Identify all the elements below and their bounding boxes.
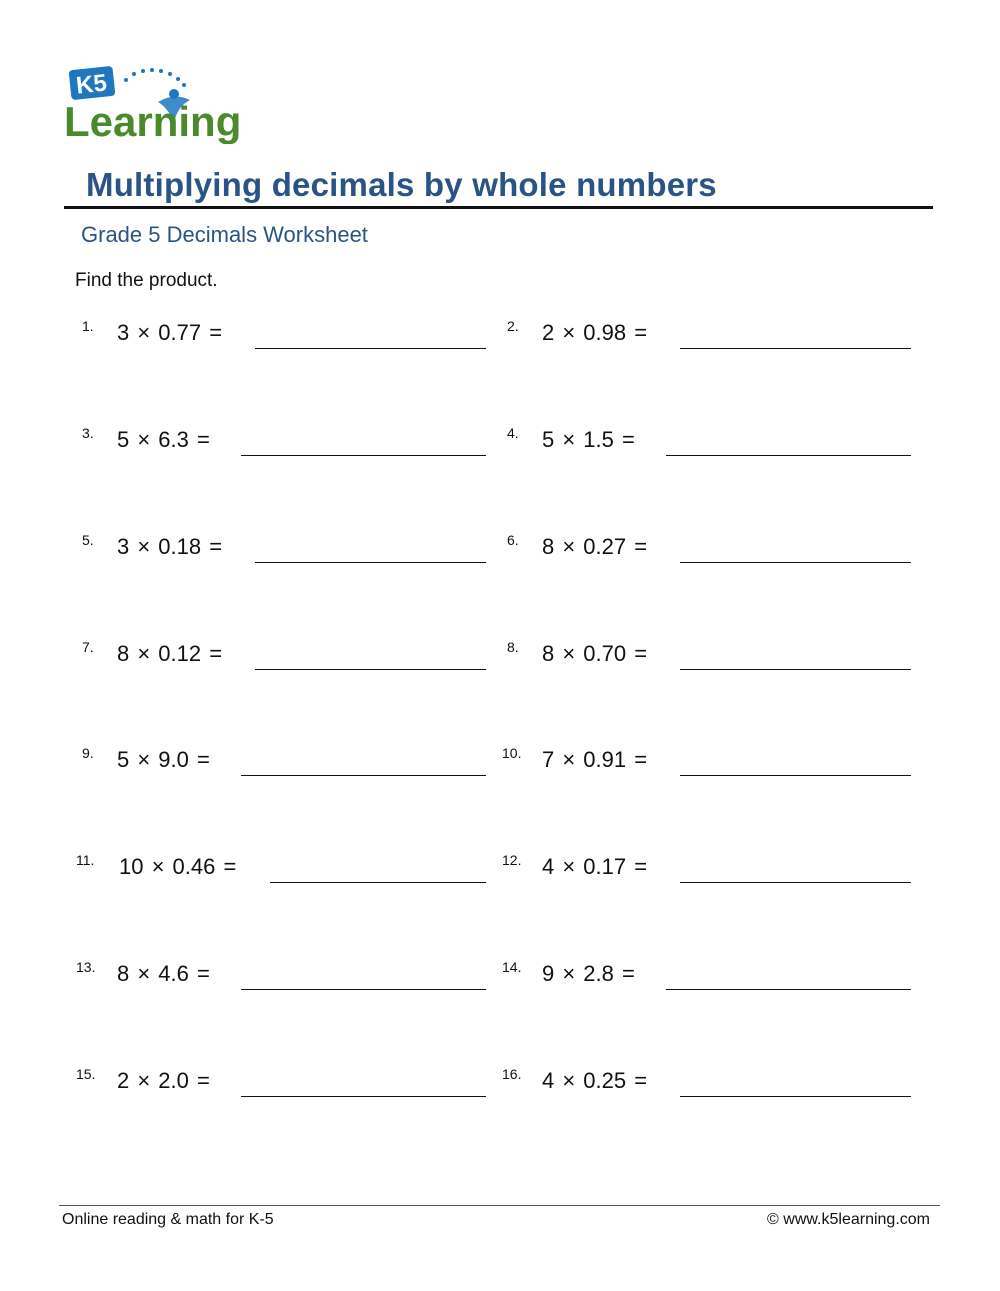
instruction-text: Find the product. xyxy=(75,270,218,291)
problem-expression: 4 × 0.17 = xyxy=(542,854,648,879)
problem-number: 15. xyxy=(76,1066,96,1082)
problem-number: 1. xyxy=(82,318,94,334)
problem-expression: 7 × 0.91 = xyxy=(542,747,648,772)
answer-line[interactable] xyxy=(666,455,911,456)
problem-16 xyxy=(502,1066,911,1116)
problem-number: 2. xyxy=(507,318,519,334)
problem-number: 10. xyxy=(502,745,522,761)
problem-11 xyxy=(76,852,486,902)
problem-15 xyxy=(76,1066,486,1116)
problem-5 xyxy=(82,532,486,582)
problem-10 xyxy=(502,745,911,795)
answer-line[interactable] xyxy=(255,348,486,349)
page-title: Multiplying decimals by whole numbers xyxy=(86,166,717,203)
problem-expression: 2 × 2.0 = xyxy=(117,1068,210,1093)
answer-line[interactable] xyxy=(680,348,911,349)
problem-expression: 10 × 0.46 = xyxy=(119,854,237,879)
footer-tagline: Online reading & math for K-5 xyxy=(62,1211,274,1228)
answer-line[interactable] xyxy=(270,882,486,883)
problem-number: 5. xyxy=(82,532,94,548)
problem-9 xyxy=(82,745,486,795)
problem-number: 12. xyxy=(502,852,522,868)
problem-7 xyxy=(82,639,486,689)
problem-3 xyxy=(82,425,486,475)
logo-wordmark: Learning xyxy=(64,98,242,144)
problem-number: 11. xyxy=(76,852,95,868)
problem-4 xyxy=(507,425,911,475)
answer-line[interactable] xyxy=(241,989,486,990)
problem-13 xyxy=(76,959,486,1009)
problem-expression: 5 × 1.5 = xyxy=(542,427,635,452)
problem-number: 7. xyxy=(82,639,94,655)
page-subtitle: Grade 5 Decimals Worksheet xyxy=(81,222,368,247)
answer-line[interactable] xyxy=(241,1096,486,1097)
answer-line[interactable] xyxy=(680,562,911,563)
answer-line[interactable] xyxy=(680,775,911,776)
problem-6 xyxy=(507,532,911,582)
problem-expression: 4 × 0.25 = xyxy=(542,1068,648,1093)
answer-line[interactable] xyxy=(680,1096,911,1097)
problem-expression: 3 × 0.18 = xyxy=(117,534,223,559)
problem-expression: 5 × 6.3 = xyxy=(117,427,210,452)
answer-line[interactable] xyxy=(255,562,486,563)
answer-line[interactable] xyxy=(680,669,911,670)
problem-number: 3. xyxy=(82,425,94,441)
problem-14 xyxy=(502,959,911,1009)
problem-expression: 3 × 0.77 = xyxy=(117,320,223,345)
problem-expression: 9 × 2.8 = xyxy=(542,961,635,986)
problem-expression: 8 × 0.70 = xyxy=(542,641,648,666)
problem-number: 14. xyxy=(502,959,522,975)
problem-expression: 2 × 0.98 = xyxy=(542,320,648,345)
problem-expression: 8 × 0.12 = xyxy=(117,641,223,666)
problem-8 xyxy=(507,639,911,689)
svg-text:K5: K5 xyxy=(74,69,109,100)
footer-divider xyxy=(59,1205,940,1206)
problem-number: 6. xyxy=(507,532,519,548)
answer-line[interactable] xyxy=(255,669,486,670)
answer-line[interactable] xyxy=(241,455,486,456)
answer-line[interactable] xyxy=(666,989,911,990)
problem-number: 8. xyxy=(507,639,519,655)
problem-number: 13. xyxy=(76,959,96,975)
problem-expression: 8 × 0.27 = xyxy=(542,534,648,559)
problem-2 xyxy=(507,318,911,368)
answer-line[interactable] xyxy=(680,882,911,883)
footer-website-link[interactable]: © www.k5learning.com xyxy=(767,1211,930,1228)
problem-expression: 8 × 4.6 = xyxy=(117,961,210,986)
problem-number: 16. xyxy=(502,1066,522,1082)
problem-12 xyxy=(502,852,911,902)
problem-1 xyxy=(82,318,486,368)
problem-expression: 5 × 9.0 = xyxy=(117,747,210,772)
problem-number: 4. xyxy=(507,425,519,441)
answer-line[interactable] xyxy=(241,775,486,776)
problem-number: 9. xyxy=(82,745,94,761)
